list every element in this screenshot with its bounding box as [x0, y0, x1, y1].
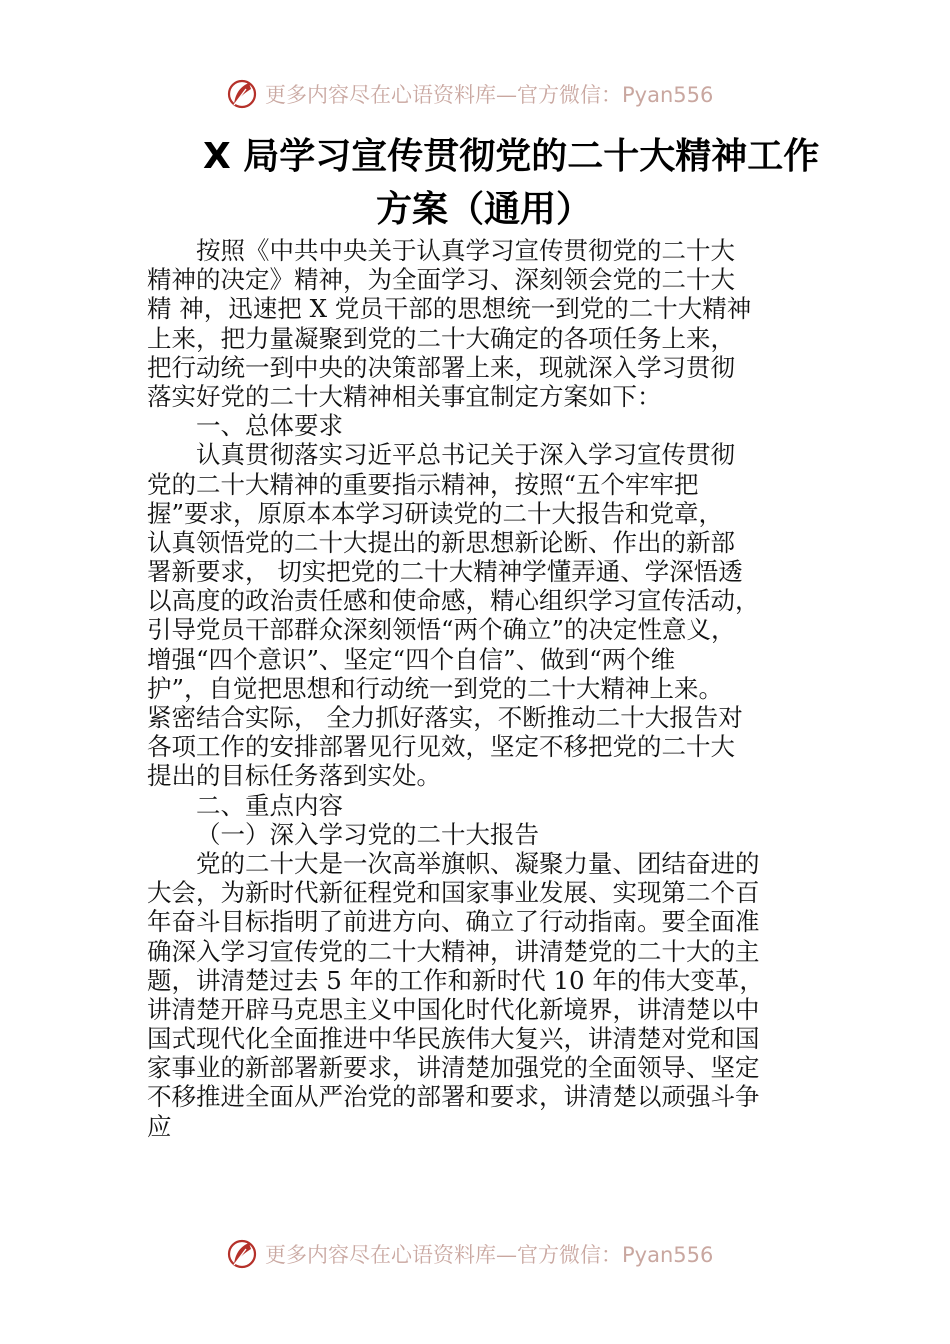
paragraph-line: 确深入学习宣传党的二十大精神，讲清楚党的二十大的主 — [147, 936, 760, 966]
watermark-text: 更多内容尽在心语资料库—官方微信：Pyan556 — [265, 83, 714, 107]
paragraph-line: 大会，为新时代新征程党和国家事业发展、实现第二个百 — [147, 878, 760, 908]
document-title-line-2: 方案（通用） — [376, 189, 593, 230]
section-heading: 二、重点内容 — [196, 790, 343, 820]
paragraph-line: 引导党员干部群众深刻领悟“两个确立”的决定性意义， — [147, 615, 736, 645]
paragraph-line: 年奋斗目标指明了前进方向、确立了行动指南。要全面准 — [147, 907, 760, 937]
paragraph-line: 紧密结合实际， 全力抓好落实，不断推动二十大报告对 — [147, 703, 743, 732]
section-heading: 一、总体要求 — [196, 411, 343, 441]
paragraph-line: 不移推进全面从严治党的部署和要求，讲清楚以顽强斗争 — [147, 1082, 760, 1112]
paragraph-line: 上来，把力量凝聚到党的二十大确定的各项任务上来， — [147, 323, 735, 353]
feather-pen-logo-icon — [225, 77, 259, 111]
paragraph-line: 把行动统一到中央的决策部署上来，现就深入学习贯彻 — [147, 352, 735, 382]
paragraph-line: 以高度的政治责任感和使命感，精心组织学习宣传活动， — [147, 586, 760, 616]
paragraph-line: 党的二十大精神的重要指示精神，按照“五个牢牢把 — [147, 469, 699, 499]
paragraph-line: 增强“四个意识”、坚定“四个自信”、做到“两个维 — [147, 644, 676, 674]
paragraph-line: 讲清楚开辟马克思主义中国化时代化新境界，讲清楚以中 — [147, 994, 760, 1024]
paragraph-line: 提出的目标任务落到实处。 — [147, 761, 441, 791]
paragraph-line: 应 — [147, 1111, 172, 1141]
document-title-line-1: X 局学习宣传贯彻党的二十大精神工作 — [203, 136, 820, 177]
paragraph-line: 认真贯彻落实习近平总书记关于深入学习宣传贯彻 — [196, 440, 735, 470]
paragraph-line: 按照《中共中央关于认真学习宣传贯彻党的二十大 — [196, 236, 735, 265]
paragraph-line: 认真领悟党的二十大提出的新思想新论断、作出的新部 — [147, 527, 735, 557]
paragraph-line: 精 神，迅速把 X 党员干部的思想统一到党的二十大精神 — [147, 294, 752, 324]
paragraph-line: 精神的决定》精神，为全面学习、深刻领会党的二十大 — [147, 265, 735, 295]
paragraph-line: 各项工作的安排部署见行见效，坚定不移把党的二十大 — [147, 732, 735, 762]
paragraph-line: 落实好党的二十大精神相关事宜制定方案如下： — [147, 381, 662, 411]
document-body — [147, 236, 807, 1141]
subsection-heading: （一）深入学习党的二十大报告 — [196, 819, 539, 849]
paragraph-line: 家事业的新部署新要求，讲清楚加强党的全面领导、坚定 — [147, 1053, 760, 1083]
paragraph-line: 党的二十大是一次高举旗帜、凝聚力量、团结奋进的 — [196, 848, 760, 878]
paragraph-line: 题，讲清楚过去 5 年的工作和新时代 10 年的伟大变革， — [147, 965, 764, 995]
paragraph-line: 署新要求， 切实把党的二十大精神学懂弄通、学深悟透 — [147, 557, 743, 587]
feather-pen-logo-icon — [225, 1237, 259, 1271]
paragraph-line: 握”要求，原原本本学习研读党的二十大报告和党章， — [147, 498, 724, 528]
paragraph-line: 国式现代化全面推进中华民族伟大复兴，讲清楚对党和国 — [147, 1024, 760, 1054]
watermark-header — [225, 76, 745, 112]
watermark-text: 更多内容尽在心语资料库—官方微信：Pyan556 — [265, 1243, 714, 1267]
watermark-footer — [225, 1236, 745, 1272]
paragraph-line: 护”，自觉把思想和行动统一到党的二十大精神上来。 — [147, 673, 724, 703]
